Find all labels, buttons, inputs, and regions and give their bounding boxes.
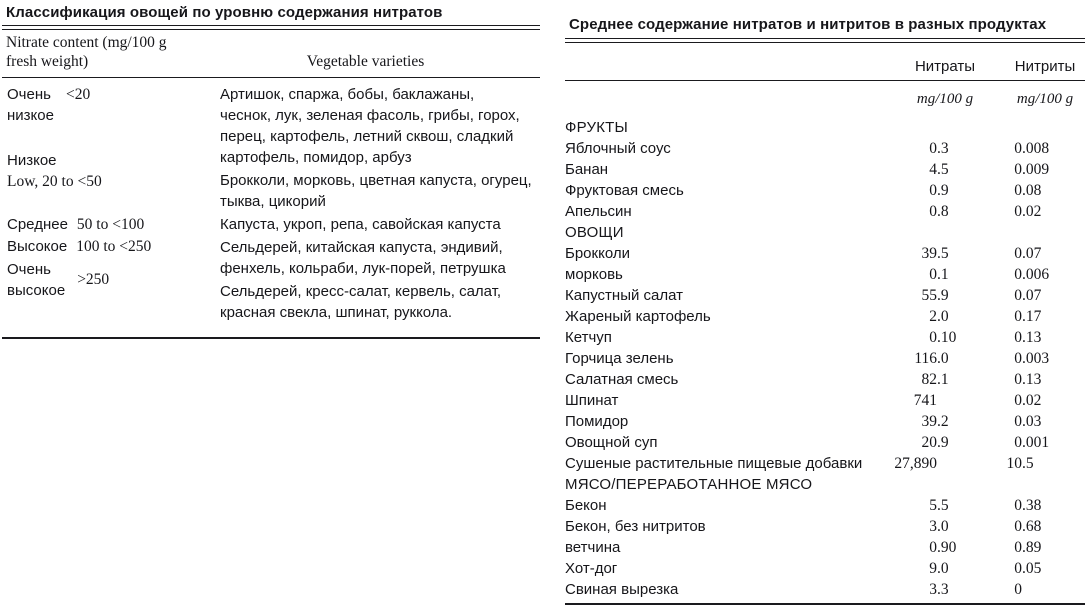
divider-bottom <box>2 337 540 339</box>
nitrate-content-column-header <box>2 33 221 72</box>
nitrates-frac: .9 <box>937 286 949 304</box>
nitrites-value <box>977 558 1085 579</box>
nitrates-int: 0 <box>929 265 937 283</box>
nitrates-frac: .90 <box>937 538 957 556</box>
table-row <box>565 180 1085 201</box>
nitrites-frac: .02 <box>1022 202 1042 220</box>
nitrites-int: 10 <box>1006 454 1022 472</box>
nitrites-int: 0 <box>1014 139 1022 157</box>
nitrates-int: 2 <box>929 307 937 325</box>
nitrate-level-column <box>2 78 217 323</box>
nitrites-int: 0 <box>1014 265 1022 283</box>
nitrites-int: 0 <box>1014 160 1022 178</box>
level-label-text: Среднее <box>7 215 68 233</box>
product-name: Банан <box>565 160 609 178</box>
level-range: <20 <box>65 85 91 103</box>
level-label-line: Очень <box>7 260 51 278</box>
section-label: МЯСО/ПЕРЕРАБОТАННОЕ МЯСО <box>565 475 813 493</box>
nitrites-value <box>977 201 1085 222</box>
product-name: Шпинат <box>565 391 619 409</box>
nitrates-frac: .9 <box>937 181 949 199</box>
table-row <box>565 453 1085 474</box>
table-row <box>565 327 1085 348</box>
content-table-units-row <box>565 81 1085 111</box>
content-table-header <box>565 43 1085 80</box>
product-name: ветчина <box>565 538 621 556</box>
nitrites-frac: .5 <box>1022 454 1034 472</box>
nitrates-int: 55 <box>921 286 937 304</box>
nitrates-value <box>877 264 977 285</box>
nitrates-int: 9 <box>929 559 937 577</box>
table-row <box>565 537 1085 558</box>
nitrites-value <box>977 432 1085 453</box>
product-name: Бекон <box>565 496 607 514</box>
nitrates-value <box>877 369 977 390</box>
content-table-rows <box>565 117 1085 600</box>
level-range: >250 <box>77 271 110 289</box>
nitrites-int: 0 <box>1014 433 1022 451</box>
nitrites-frac: .009 <box>1022 160 1050 178</box>
nitrites-frac: .68 <box>1022 517 1042 535</box>
section-label: ФРУКТЫ <box>565 118 628 136</box>
level-label-line: Очень <box>7 85 51 103</box>
nitrates-value <box>877 558 977 579</box>
nitrites-value <box>977 138 1085 159</box>
nitrates-int: 0 <box>929 538 937 556</box>
table-row <box>565 516 1085 537</box>
nitrates-int: 3 <box>929 517 937 535</box>
nitrates-value <box>877 453 977 474</box>
level-range: Low, 20 to <50 <box>7 172 102 190</box>
nitrates-frac: .9 <box>937 433 949 451</box>
nitrates-frac: .2 <box>937 412 949 430</box>
nitrites-frac: .03 <box>1022 412 1042 430</box>
table-row <box>565 243 1085 264</box>
nitrates-value <box>877 579 977 600</box>
nitrites-frac: .008 <box>1022 139 1050 157</box>
nitrites-frac: .05 <box>1022 559 1042 577</box>
nitrites-value <box>977 180 1085 201</box>
nitrates-unit: mg/100 g <box>916 90 974 107</box>
nitrate-level-cell <box>7 259 217 301</box>
varieties-line: Капуста, укроп, репа, савойская капуста <box>220 215 501 233</box>
product-name: Кетчуп <box>565 328 612 346</box>
nitrates-frac: .1 <box>937 265 949 283</box>
nitrites-frac: .003 <box>1022 349 1050 367</box>
level-label: Низкое <box>7 151 57 169</box>
varieties-cell <box>220 214 540 235</box>
level-range: 50 to <100 <box>76 215 145 233</box>
nitrates-int: 3 <box>929 580 937 598</box>
nitrates-value <box>877 306 977 327</box>
product-name: Фруктовая смесь <box>565 181 684 199</box>
nitrates-value <box>877 495 977 516</box>
nitrates-value <box>877 159 977 180</box>
nitrates-frac: .5 <box>937 160 949 178</box>
nitrites-frac: .38 <box>1022 496 1042 514</box>
nitrates-frac <box>937 453 977 474</box>
nitrates-frac <box>937 390 977 411</box>
nitrates-int: 116 <box>914 349 937 367</box>
level-label-line: низкое <box>7 106 54 124</box>
nitrates-frac: .10 <box>937 328 957 346</box>
product-name: Бекон, без нитритов <box>565 517 706 535</box>
varieties-line: картофель, помидор, арбуз <box>220 148 412 166</box>
nitrates-int: 0 <box>929 181 937 199</box>
product-name: Брокколи <box>565 244 630 262</box>
nitrates-int: 0 <box>929 202 937 220</box>
nitrites-value <box>977 243 1085 264</box>
section-label: ОВОЩИ <box>565 223 624 241</box>
nitrates-int: 5 <box>929 496 937 514</box>
nitrates-frac: .5 <box>937 244 949 262</box>
varieties-line: красная свекла, шпинат, руккола. <box>220 303 453 321</box>
nitrites-value <box>977 537 1085 558</box>
table-row <box>565 495 1085 516</box>
nitrates-value <box>877 390 977 411</box>
table-row <box>565 558 1085 579</box>
vegetable-classification-table <box>2 4 540 339</box>
varieties-line: фенхель, кольраби, лук-порей, петрушка <box>220 259 506 277</box>
nitrites-column-header: Нитриты <box>1014 57 1076 75</box>
nitrates-value <box>877 348 977 369</box>
content-table-title: Среднее содержание нитратов и нитритов в разных продуктах <box>569 16 1047 33</box>
varieties-line: перец, картофель, летний сквош, сладкий <box>220 127 514 145</box>
nitrites-frac: .07 <box>1022 244 1042 262</box>
table-row <box>565 579 1085 600</box>
header-line: fresh weight) <box>6 53 89 71</box>
nitrites-frac: .07 <box>1022 286 1042 304</box>
table-row <box>565 411 1085 432</box>
varieties-line: тыква, цикорий <box>220 192 326 210</box>
nitrates-frac: .3 <box>937 580 949 598</box>
nitrites-int: 0 <box>1014 517 1022 535</box>
nitrates-int: 27,890 <box>894 454 937 472</box>
nitrates-frac: .0 <box>937 559 949 577</box>
nitrates-value <box>877 327 977 348</box>
level-range: 100 to <250 <box>76 237 152 255</box>
nitrates-value <box>877 243 977 264</box>
nitrites-value <box>977 495 1085 516</box>
section-row <box>565 222 1085 243</box>
table-row <box>565 369 1085 390</box>
varieties-line: Брокколи, морковь, цветная капуста, огурец, <box>220 171 532 189</box>
nitrites-int: 0 <box>1014 202 1022 220</box>
nitrates-int: 39 <box>921 244 937 262</box>
nitrates-frac: .0 <box>937 349 949 367</box>
level-label-text: Высокое <box>7 237 68 255</box>
nitrites-int: 0 <box>1014 181 1022 199</box>
nitrites-value <box>977 327 1085 348</box>
level-label-line: высокое <box>7 281 66 299</box>
nitrates-int: 82 <box>921 370 937 388</box>
nitrate-level-cell <box>7 214 217 235</box>
product-name: Салатная смесь <box>565 370 679 388</box>
product-name: Горчица зелень <box>565 349 674 367</box>
nitrites-int: 0 <box>1014 580 1022 598</box>
table-row <box>565 285 1085 306</box>
nitrites-int: 0 <box>1014 559 1022 577</box>
section-row <box>565 117 1085 138</box>
varieties-cell <box>220 281 540 323</box>
nitrites-int: 0 <box>1014 349 1022 367</box>
nitrates-value <box>877 180 977 201</box>
header-line: Nitrate content (mg/100 g <box>6 33 167 51</box>
level-label <box>7 236 217 257</box>
level-label <box>7 214 217 235</box>
nitrates-value <box>877 201 977 222</box>
varieties-cell <box>220 84 540 168</box>
nitrites-frac <box>1022 579 1085 600</box>
nitrites-frac: .89 <box>1022 538 1042 556</box>
nitrites-value <box>977 369 1085 390</box>
nitrites-value <box>977 579 1085 600</box>
divider-bottom <box>565 603 1085 605</box>
nitrites-value <box>977 390 1085 411</box>
table-row <box>565 138 1085 159</box>
varieties-cell <box>220 170 540 212</box>
table-row <box>565 159 1085 180</box>
nitrates-frac: .1 <box>937 370 949 388</box>
nitrites-int: 0 <box>1014 286 1022 304</box>
section-row <box>565 474 1085 495</box>
varieties-line: чеснок, лук, зеленая фасоль, грибы, горох, <box>220 106 520 124</box>
product-name: Помидор <box>565 412 629 430</box>
nitrites-frac: .13 <box>1022 370 1042 388</box>
nitrate-level-cell <box>7 150 217 192</box>
divider-double <box>2 25 540 30</box>
nitrates-value <box>877 432 977 453</box>
varieties-column <box>217 78 540 323</box>
nitrates-int: 39 <box>921 412 937 430</box>
product-name: Жареный картофель <box>565 307 711 325</box>
table-row <box>565 201 1085 222</box>
table-row <box>565 348 1085 369</box>
nitrates-int: 0 <box>929 328 937 346</box>
level-label <box>7 84 54 126</box>
nitrites-frac: .08 <box>1022 181 1042 199</box>
nitrites-value <box>977 264 1085 285</box>
product-name: Сушеные растительные пищевые добавки <box>565 454 863 472</box>
product-name: Апельсин <box>565 202 632 220</box>
product-name: Капустный салат <box>565 286 683 304</box>
vegetable-varieties-column-header: Vegetable varieties <box>306 52 425 70</box>
nitrites-int: 0 <box>1014 328 1022 346</box>
table-row <box>565 432 1085 453</box>
nitrates-value <box>877 537 977 558</box>
level-label <box>7 259 65 301</box>
nitrates-frac: .3 <box>937 139 949 157</box>
nitrites-frac: .13 <box>1022 328 1042 346</box>
nitrites-value <box>977 159 1085 180</box>
nitrates-int: 741 <box>913 391 937 409</box>
nitrates-frac: .8 <box>937 202 949 220</box>
nitrate-level-cell <box>7 84 217 126</box>
nitrites-unit: mg/100 g <box>1016 90 1074 107</box>
nitrites-int: 0 <box>1014 244 1022 262</box>
nitrates-frac: .0 <box>937 517 949 535</box>
nitrites-value <box>977 348 1085 369</box>
classification-table-header <box>2 33 540 72</box>
nitrates-value <box>877 138 977 159</box>
varieties-cell <box>220 237 540 279</box>
product-name: Овощной суп <box>565 433 658 451</box>
nitrate-level-cell <box>7 236 217 257</box>
table-row <box>565 264 1085 285</box>
varieties-line: Артишок, спаржа, бобы, баклажаны, <box>220 85 475 103</box>
nitrites-int: 0 <box>1014 307 1022 325</box>
nitrites-int: 0 <box>1014 538 1022 556</box>
classification-table-title: Классификация овощей по уровню содержания нитратов <box>6 4 443 21</box>
nitrites-frac: .02 <box>1022 391 1042 409</box>
nitrites-frac: .17 <box>1022 307 1042 325</box>
nitrates-int: 20 <box>921 433 937 451</box>
nitrites-frac: .006 <box>1022 265 1050 283</box>
nitrates-column-header: Нитраты <box>914 57 976 75</box>
product-name: Хот-дог <box>565 559 618 577</box>
nitrates-frac: .0 <box>937 307 949 325</box>
nitrites-value <box>977 516 1085 537</box>
nitrites-int: 0 <box>1014 496 1022 514</box>
nitrites-value <box>977 285 1085 306</box>
nitrites-frac: .001 <box>1022 433 1050 451</box>
nitrites-int: 0 <box>1014 412 1022 430</box>
nitrates-int: 4 <box>929 160 937 178</box>
varieties-line: Сельдерей, кресс-салат, кервель, салат, <box>220 282 502 300</box>
nitrates-value <box>877 411 977 432</box>
nitrites-int: 0 <box>1014 370 1022 388</box>
nitrates-int: 0 <box>929 139 937 157</box>
nitrates-value <box>877 285 977 306</box>
nitrates-frac: .5 <box>937 496 949 514</box>
nitrites-value <box>977 453 1085 474</box>
classification-table-body <box>2 78 540 331</box>
table-row <box>565 306 1085 327</box>
product-name: морковь <box>565 265 623 283</box>
product-name: Яблочный соус <box>565 139 671 157</box>
table-row <box>565 390 1085 411</box>
nitrites-value <box>977 411 1085 432</box>
nitrites-value <box>977 306 1085 327</box>
nitrates-value <box>877 516 977 537</box>
nitrate-content-table <box>565 16 1085 605</box>
varieties-line: Сельдерей, китайская капуста, эндивий, <box>220 238 503 256</box>
product-name: Свиная вырезка <box>565 580 679 598</box>
nitrites-int: 0 <box>1014 391 1022 409</box>
